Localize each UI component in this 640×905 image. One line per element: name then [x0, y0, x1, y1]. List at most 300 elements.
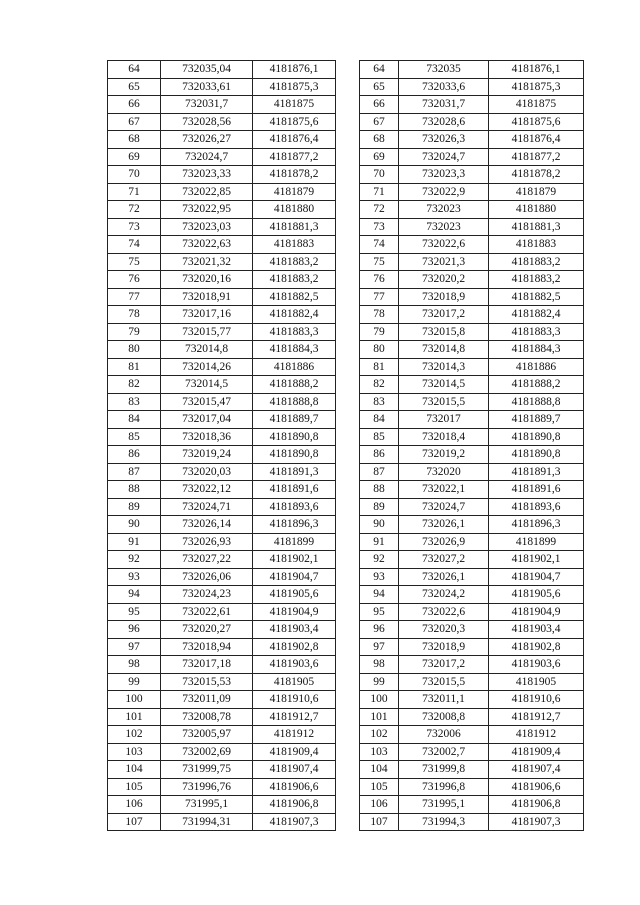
x-coordinate-cell: 731999,75	[161, 761, 253, 779]
point-number-cell: 87	[108, 463, 161, 481]
x-coordinate-cell: 732002,7	[399, 743, 489, 761]
x-coordinate-cell: 732031,7	[161, 96, 253, 114]
point-number-cell: 92	[360, 551, 399, 569]
y-coordinate-cell: 4181904,7	[489, 568, 584, 586]
table-row	[108, 253, 336, 271]
point-number-cell: 72	[360, 201, 399, 219]
table-row	[360, 708, 584, 726]
table-row	[108, 411, 336, 429]
y-coordinate-cell: 4181882,5	[253, 288, 336, 306]
point-number-cell: 71	[108, 183, 161, 201]
point-number-cell: 99	[108, 673, 161, 691]
point-number-cell: 88	[360, 481, 399, 499]
y-coordinate-cell: 4181904,9	[489, 603, 584, 621]
table-row	[108, 568, 336, 586]
table-row	[108, 673, 336, 691]
x-coordinate-cell: 732018,36	[161, 428, 253, 446]
x-coordinate-cell: 732026,93	[161, 533, 253, 551]
table-row	[360, 393, 584, 411]
table-row	[108, 586, 336, 604]
y-coordinate-cell: 4181904,7	[253, 568, 336, 586]
x-coordinate-cell: 732002,69	[161, 743, 253, 761]
point-number-cell: 76	[360, 271, 399, 289]
x-coordinate-cell: 732022,6	[399, 603, 489, 621]
y-coordinate-cell: 4181890,8	[489, 446, 584, 464]
table-row	[108, 778, 336, 796]
y-coordinate-cell: 4181875	[489, 96, 584, 114]
y-coordinate-cell: 4181876,4	[253, 131, 336, 149]
table-row	[108, 358, 336, 376]
x-coordinate-cell: 732008,78	[161, 708, 253, 726]
x-coordinate-cell: 732022,1	[399, 481, 489, 499]
point-number-cell: 92	[108, 551, 161, 569]
table-row	[360, 288, 584, 306]
table-row	[108, 603, 336, 621]
point-number-cell: 82	[360, 376, 399, 394]
x-coordinate-cell: 732017,2	[399, 306, 489, 324]
x-coordinate-cell: 732022,63	[161, 236, 253, 254]
x-coordinate-cell: 732017,18	[161, 656, 253, 674]
point-number-cell: 73	[360, 218, 399, 236]
table-row	[108, 148, 336, 166]
point-number-cell: 91	[360, 533, 399, 551]
point-number-cell: 94	[360, 586, 399, 604]
point-number-cell: 89	[360, 498, 399, 516]
table-row	[108, 288, 336, 306]
point-number-cell: 65	[108, 78, 161, 96]
table-row	[360, 271, 584, 289]
y-coordinate-cell: 4181883,2	[253, 271, 336, 289]
x-coordinate-cell: 732021,32	[161, 253, 253, 271]
y-coordinate-cell: 4181896,3	[253, 516, 336, 534]
x-coordinate-cell: 732033,61	[161, 78, 253, 96]
x-coordinate-cell: 732020	[399, 463, 489, 481]
table-row	[360, 691, 584, 709]
table-row	[108, 743, 336, 761]
x-coordinate-cell: 731996,8	[399, 778, 489, 796]
y-coordinate-cell: 4181905,6	[253, 586, 336, 604]
y-coordinate-cell: 4181884,3	[489, 341, 584, 359]
table-row	[108, 498, 336, 516]
y-coordinate-cell: 4181903,4	[489, 621, 584, 639]
point-number-cell: 100	[360, 691, 399, 709]
table-row	[360, 463, 584, 481]
y-coordinate-cell: 4181907,3	[253, 813, 336, 831]
point-number-cell: 99	[360, 673, 399, 691]
y-coordinate-cell: 4181893,6	[489, 498, 584, 516]
x-coordinate-cell: 732014,3	[399, 358, 489, 376]
table-row	[108, 726, 336, 744]
y-coordinate-cell: 4181880	[489, 201, 584, 219]
point-number-cell: 79	[108, 323, 161, 341]
x-coordinate-cell: 732024,71	[161, 498, 253, 516]
point-number-cell: 95	[108, 603, 161, 621]
table-row	[360, 516, 584, 534]
x-coordinate-cell: 732021,3	[399, 253, 489, 271]
x-coordinate-cell: 732019,24	[161, 446, 253, 464]
point-number-cell: 101	[360, 708, 399, 726]
point-number-cell: 78	[360, 306, 399, 324]
x-coordinate-cell: 732022,61	[161, 603, 253, 621]
x-coordinate-cell: 732017,04	[161, 411, 253, 429]
x-coordinate-cell: 732015,5	[399, 673, 489, 691]
x-coordinate-cell: 732014,8	[399, 341, 489, 359]
point-number-cell: 96	[108, 621, 161, 639]
y-coordinate-cell: 4181899	[489, 533, 584, 551]
x-coordinate-cell: 732020,27	[161, 621, 253, 639]
point-number-cell: 71	[360, 183, 399, 201]
y-coordinate-cell: 4181906,6	[489, 778, 584, 796]
x-coordinate-cell: 732008,8	[399, 708, 489, 726]
y-coordinate-cell: 4181882,5	[489, 288, 584, 306]
table-row	[360, 673, 584, 691]
table-row	[108, 708, 336, 726]
x-coordinate-cell: 732020,3	[399, 621, 489, 639]
y-coordinate-cell: 4181890,8	[253, 428, 336, 446]
point-number-cell: 107	[108, 813, 161, 831]
y-coordinate-cell: 4181891,3	[489, 463, 584, 481]
coordinates-table-right-body	[360, 61, 584, 831]
table-row	[360, 113, 584, 131]
point-number-cell: 68	[108, 131, 161, 149]
x-coordinate-cell: 732006	[399, 726, 489, 744]
y-coordinate-cell: 4181882,4	[489, 306, 584, 324]
point-number-cell: 75	[360, 253, 399, 271]
y-coordinate-cell: 4181888,2	[489, 376, 584, 394]
y-coordinate-cell: 4181875,3	[489, 78, 584, 96]
table-row	[360, 96, 584, 114]
table-row	[108, 271, 336, 289]
table-row	[108, 376, 336, 394]
x-coordinate-cell: 732015,8	[399, 323, 489, 341]
table-row	[108, 323, 336, 341]
y-coordinate-cell: 4181905,6	[489, 586, 584, 604]
y-coordinate-cell: 4181886	[253, 358, 336, 376]
y-coordinate-cell: 4181880	[253, 201, 336, 219]
table-row	[360, 131, 584, 149]
point-number-cell: 103	[108, 743, 161, 761]
table-row	[360, 743, 584, 761]
y-coordinate-cell: 4181883,3	[253, 323, 336, 341]
x-coordinate-cell: 732026,06	[161, 568, 253, 586]
y-coordinate-cell: 4181903,4	[253, 621, 336, 639]
point-number-cell: 83	[360, 393, 399, 411]
x-coordinate-cell: 731995,1	[399, 796, 489, 814]
x-coordinate-cell: 732023	[399, 218, 489, 236]
point-number-cell: 91	[108, 533, 161, 551]
point-number-cell: 74	[360, 236, 399, 254]
y-coordinate-cell: 4181896,3	[489, 516, 584, 534]
y-coordinate-cell: 4181909,4	[253, 743, 336, 761]
y-coordinate-cell: 4181886	[489, 358, 584, 376]
y-coordinate-cell: 4181907,3	[489, 813, 584, 831]
table-row	[108, 393, 336, 411]
table-row	[108, 78, 336, 96]
point-number-cell: 97	[108, 638, 161, 656]
table-row	[360, 568, 584, 586]
table-row	[360, 411, 584, 429]
x-coordinate-cell: 732026,1	[399, 568, 489, 586]
table-row	[108, 551, 336, 569]
table-row	[108, 201, 336, 219]
point-number-cell: 72	[108, 201, 161, 219]
point-number-cell: 86	[108, 446, 161, 464]
table-row	[360, 78, 584, 96]
y-coordinate-cell: 4181881,3	[489, 218, 584, 236]
point-number-cell: 70	[360, 166, 399, 184]
point-number-cell: 90	[360, 516, 399, 534]
x-coordinate-cell: 732011,1	[399, 691, 489, 709]
table-row	[108, 96, 336, 114]
table-row	[360, 446, 584, 464]
x-coordinate-cell: 731994,3	[399, 813, 489, 831]
table-row	[360, 236, 584, 254]
table-row	[108, 61, 336, 79]
table-row	[360, 551, 584, 569]
x-coordinate-cell: 732017	[399, 411, 489, 429]
x-coordinate-cell: 732023,3	[399, 166, 489, 184]
y-coordinate-cell: 4181883	[253, 236, 336, 254]
y-coordinate-cell: 4181884,3	[253, 341, 336, 359]
table-row	[360, 428, 584, 446]
y-coordinate-cell: 4181878,2	[489, 166, 584, 184]
table-row	[360, 638, 584, 656]
x-coordinate-cell: 732018,91	[161, 288, 253, 306]
x-coordinate-cell: 732017,16	[161, 306, 253, 324]
table-row	[108, 638, 336, 656]
x-coordinate-cell: 732023	[399, 201, 489, 219]
point-number-cell: 101	[108, 708, 161, 726]
x-coordinate-cell: 732027,2	[399, 551, 489, 569]
point-number-cell: 75	[108, 253, 161, 271]
table-row	[360, 323, 584, 341]
table-row	[108, 796, 336, 814]
table-row	[108, 761, 336, 779]
y-coordinate-cell: 4181903,6	[253, 656, 336, 674]
y-coordinate-cell: 4181875,6	[489, 113, 584, 131]
point-number-cell: 64	[360, 61, 399, 79]
y-coordinate-cell: 4181888,8	[489, 393, 584, 411]
table-row	[360, 358, 584, 376]
table-row	[360, 656, 584, 674]
x-coordinate-cell: 732014,26	[161, 358, 253, 376]
point-number-cell: 79	[360, 323, 399, 341]
y-coordinate-cell: 4181889,7	[253, 411, 336, 429]
x-coordinate-cell: 732015,5	[399, 393, 489, 411]
table-row	[108, 166, 336, 184]
x-coordinate-cell: 732024,7	[399, 148, 489, 166]
table-row	[360, 341, 584, 359]
y-coordinate-cell: 4181902,8	[489, 638, 584, 656]
x-coordinate-cell: 732024,7	[161, 148, 253, 166]
x-coordinate-cell: 731996,76	[161, 778, 253, 796]
x-coordinate-cell: 732022,9	[399, 183, 489, 201]
table-row	[108, 621, 336, 639]
x-coordinate-cell: 732018,9	[399, 638, 489, 656]
y-coordinate-cell: 4181893,6	[253, 498, 336, 516]
point-number-cell: 98	[108, 656, 161, 674]
x-coordinate-cell: 732018,4	[399, 428, 489, 446]
y-coordinate-cell: 4181876,1	[489, 61, 584, 79]
x-coordinate-cell: 732035,04	[161, 61, 253, 79]
point-number-cell: 93	[360, 568, 399, 586]
y-coordinate-cell: 4181912	[489, 726, 584, 744]
point-number-cell: 77	[108, 288, 161, 306]
x-coordinate-cell: 732026,14	[161, 516, 253, 534]
point-number-cell: 105	[360, 778, 399, 796]
point-number-cell: 106	[360, 796, 399, 814]
y-coordinate-cell: 4181902,1	[489, 551, 584, 569]
point-number-cell: 103	[360, 743, 399, 761]
x-coordinate-cell: 732005,97	[161, 726, 253, 744]
table-row	[360, 376, 584, 394]
x-coordinate-cell: 732020,03	[161, 463, 253, 481]
table-row	[108, 463, 336, 481]
x-coordinate-cell: 732022,95	[161, 201, 253, 219]
table-row	[360, 166, 584, 184]
y-coordinate-cell: 4181891,3	[253, 463, 336, 481]
table-row	[360, 603, 584, 621]
x-coordinate-cell: 732024,23	[161, 586, 253, 604]
table-row	[360, 621, 584, 639]
x-coordinate-cell: 732023,03	[161, 218, 253, 236]
x-coordinate-cell: 732031,7	[399, 96, 489, 114]
x-coordinate-cell: 732026,1	[399, 516, 489, 534]
table-row	[108, 691, 336, 709]
table-row	[108, 183, 336, 201]
point-number-cell: 69	[108, 148, 161, 166]
x-coordinate-cell: 732011,09	[161, 691, 253, 709]
y-coordinate-cell: 4181907,4	[489, 761, 584, 779]
x-coordinate-cell: 732018,94	[161, 638, 253, 656]
y-coordinate-cell: 4181905	[489, 673, 584, 691]
y-coordinate-cell: 4181878,2	[253, 166, 336, 184]
y-coordinate-cell: 4181906,8	[489, 796, 584, 814]
y-coordinate-cell: 4181882,4	[253, 306, 336, 324]
y-coordinate-cell: 4181906,8	[253, 796, 336, 814]
y-coordinate-cell: 4181891,6	[253, 481, 336, 499]
point-number-cell: 80	[108, 341, 161, 359]
table-row	[108, 306, 336, 324]
table-row	[360, 813, 584, 831]
y-coordinate-cell: 4181883,2	[253, 253, 336, 271]
table-row	[108, 236, 336, 254]
point-number-cell: 88	[108, 481, 161, 499]
x-coordinate-cell: 732015,77	[161, 323, 253, 341]
point-number-cell: 105	[108, 778, 161, 796]
point-number-cell: 102	[360, 726, 399, 744]
coordinates-table-right	[359, 60, 584, 831]
table-row	[360, 218, 584, 236]
x-coordinate-cell: 732028,6	[399, 113, 489, 131]
point-number-cell: 67	[108, 113, 161, 131]
x-coordinate-cell: 732018,9	[399, 288, 489, 306]
y-coordinate-cell: 4181875	[253, 96, 336, 114]
point-number-cell: 74	[108, 236, 161, 254]
y-coordinate-cell: 4181883,2	[489, 271, 584, 289]
coordinates-table-left-body	[108, 61, 336, 831]
x-coordinate-cell: 732020,16	[161, 271, 253, 289]
table-row	[360, 201, 584, 219]
x-coordinate-cell: 732035	[399, 61, 489, 79]
x-coordinate-cell: 732019,2	[399, 446, 489, 464]
x-coordinate-cell: 732022,85	[161, 183, 253, 201]
table-row	[108, 533, 336, 551]
y-coordinate-cell: 4181910,6	[489, 691, 584, 709]
y-coordinate-cell: 4181910,6	[253, 691, 336, 709]
y-coordinate-cell: 4181889,7	[489, 411, 584, 429]
y-coordinate-cell: 4181902,1	[253, 551, 336, 569]
y-coordinate-cell: 4181877,2	[253, 148, 336, 166]
y-coordinate-cell: 4181899	[253, 533, 336, 551]
table-row	[360, 498, 584, 516]
table-row	[360, 253, 584, 271]
table-row	[108, 446, 336, 464]
x-coordinate-cell: 732026,3	[399, 131, 489, 149]
point-number-cell: 69	[360, 148, 399, 166]
point-number-cell: 95	[360, 603, 399, 621]
point-number-cell: 104	[360, 761, 399, 779]
point-number-cell: 94	[108, 586, 161, 604]
point-number-cell: 96	[360, 621, 399, 639]
point-number-cell: 104	[108, 761, 161, 779]
table-row	[360, 61, 584, 79]
point-number-cell: 87	[360, 463, 399, 481]
table-row	[360, 586, 584, 604]
y-coordinate-cell: 4181912,7	[489, 708, 584, 726]
x-coordinate-cell: 732020,2	[399, 271, 489, 289]
point-number-cell: 77	[360, 288, 399, 306]
y-coordinate-cell: 4181888,2	[253, 376, 336, 394]
point-number-cell: 89	[108, 498, 161, 516]
table-row	[108, 428, 336, 446]
table-row	[360, 726, 584, 744]
point-number-cell: 80	[360, 341, 399, 359]
x-coordinate-cell: 732022,12	[161, 481, 253, 499]
y-coordinate-cell: 4181876,4	[489, 131, 584, 149]
y-coordinate-cell: 4181906,6	[253, 778, 336, 796]
x-coordinate-cell: 732022,6	[399, 236, 489, 254]
y-coordinate-cell: 4181902,8	[253, 638, 336, 656]
point-number-cell: 84	[108, 411, 161, 429]
x-coordinate-cell: 732017,2	[399, 656, 489, 674]
table-row	[360, 761, 584, 779]
point-number-cell: 65	[360, 78, 399, 96]
y-coordinate-cell: 4181890,8	[253, 446, 336, 464]
x-coordinate-cell: 732015,53	[161, 673, 253, 691]
table-row	[360, 148, 584, 166]
x-coordinate-cell: 732027,22	[161, 551, 253, 569]
point-number-cell: 73	[108, 218, 161, 236]
point-number-cell: 76	[108, 271, 161, 289]
point-number-cell: 70	[108, 166, 161, 184]
y-coordinate-cell: 4181876,1	[253, 61, 336, 79]
table-row	[360, 183, 584, 201]
point-number-cell: 82	[108, 376, 161, 394]
y-coordinate-cell: 4181905	[253, 673, 336, 691]
table-row	[108, 113, 336, 131]
y-coordinate-cell: 4181883	[489, 236, 584, 254]
point-number-cell: 68	[360, 131, 399, 149]
point-number-cell: 90	[108, 516, 161, 534]
point-number-cell: 66	[360, 96, 399, 114]
coordinates-table-left	[107, 60, 336, 831]
point-number-cell: 64	[108, 61, 161, 79]
y-coordinate-cell: 4181883,2	[489, 253, 584, 271]
point-number-cell: 97	[360, 638, 399, 656]
y-coordinate-cell: 4181890,8	[489, 428, 584, 446]
y-coordinate-cell: 4181879	[489, 183, 584, 201]
